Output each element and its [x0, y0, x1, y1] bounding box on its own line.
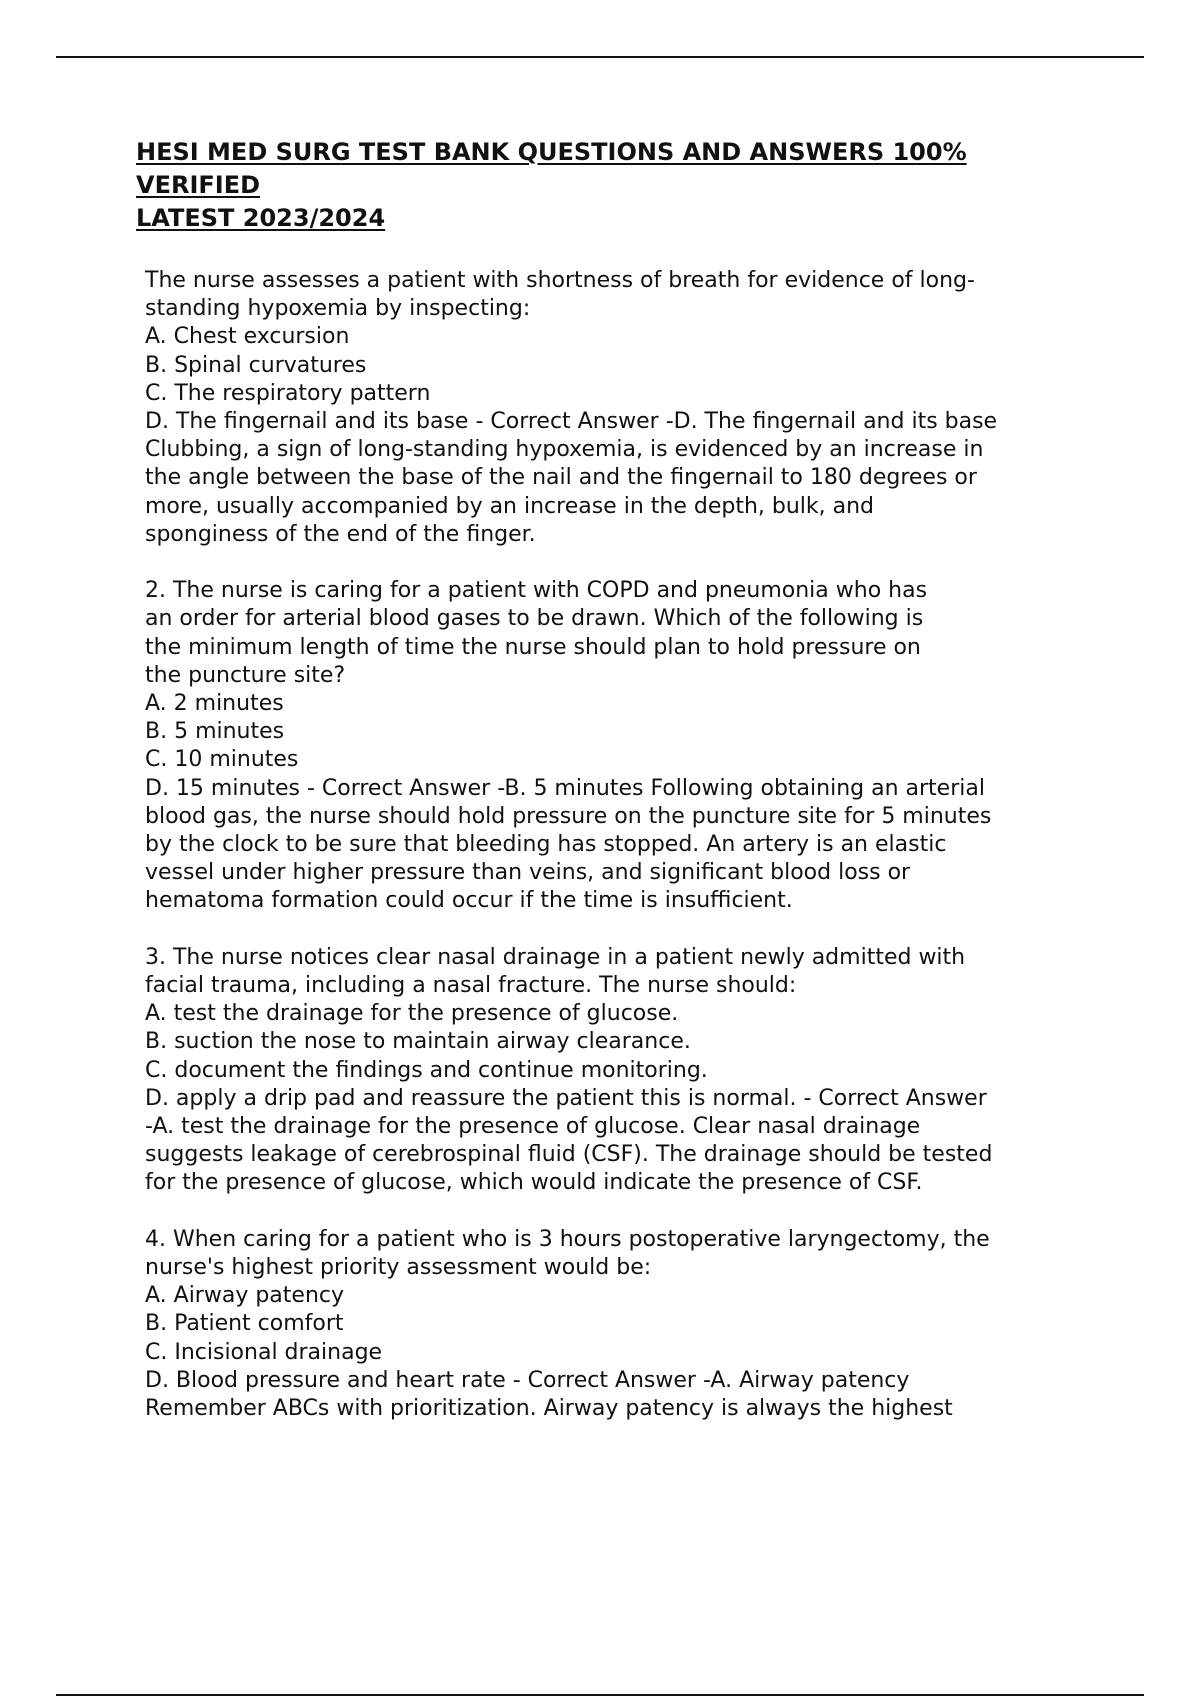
option-d-with-answer: D. The fingernail and its base - Correct Answer -D. The fingernail and its base [145, 409, 998, 435]
document-title [136, 136, 1076, 235]
text-line: 4. When caring for a patient who is 3 hours postoperative laryngectomy, the [145, 1226, 990, 1252]
text-line: 3. The nurse notices clear nasal drainage in a patient newly admitted with [145, 944, 966, 970]
option-b: B. Spinal curvatures [145, 352, 367, 378]
text-line: an order for arterial blood gases to be drawn. Which of the following is [145, 606, 924, 632]
rationale-line: suggests leakage of cerebrospinal fluid (CSF). The drainage should be tested [145, 1142, 993, 1168]
option-b: B. suction the nose to maintain airway clearance. [145, 1029, 691, 1055]
title-line: LATEST 2023/2024 [136, 204, 386, 232]
text-line: the minimum length of time the nurse should plan to hold pressure on [145, 634, 921, 660]
rationale-line: -A. test the drainage for the presence of glucose. Clear nasal drainage [145, 1114, 921, 1140]
option-d-with-answer: D. 15 minutes - Correct Answer -B. 5 minutes Following obtaining an arterial [145, 775, 985, 801]
bottom-rule [56, 1694, 1144, 1696]
option-c: C. 10 minutes [145, 747, 299, 773]
top-rule [56, 56, 1144, 58]
option-b: B. 5 minutes [145, 719, 285, 745]
document-body [145, 267, 1145, 1451]
rationale-line: the angle between the base of the nail and the fingernail to 180 degrees or [145, 465, 977, 491]
text-line: The nurse assesses a patient with shortness of breath for evidence of long- [145, 268, 975, 293]
option-d-with-answer: D. apply a drip pad and reassure the patient this is normal. - Correct Answer [145, 1085, 987, 1111]
rationale-line: more, usually accompanied by an increase in the depth, bulk, and [145, 493, 875, 519]
text-line: standing hypoxemia by inspecting: [145, 296, 531, 322]
option-c: C. document the findings and continue monitoring. [145, 1057, 708, 1083]
option-a: A. Airway patency [145, 1283, 345, 1309]
rationale-line: Remember ABCs with prioritization. Airway patency is always the highest [145, 1396, 953, 1422]
question-1 [145, 267, 1145, 549]
option-d-with-answer: D. Blood pressure and heart rate - Correct Answer -A. Airway patency [145, 1367, 910, 1393]
rationale-line: hematoma formation could occur if the time is insufficient. [145, 888, 793, 914]
question-2 [145, 577, 1145, 915]
option-c: C. The respiratory pattern [145, 380, 431, 406]
question-3 [145, 944, 1145, 1198]
option-a: A. Chest excursion [145, 324, 350, 350]
text-line: nurse's highest priority assessment would be: [145, 1255, 652, 1281]
rationale-line: blood gas, the nurse should hold pressure on the puncture site for 5 minutes [145, 803, 992, 829]
rationale-line: for the presence of glucose, which would indicate the presence of CSF. [145, 1170, 923, 1196]
option-a: A. 2 minutes [145, 691, 284, 717]
title-line: HESI MED SURG TEST BANK QUESTIONS AND ANSWERS 100% VERIFIED [136, 138, 967, 199]
option-a: A. test the drainage for the presence of glucose. [145, 1001, 679, 1027]
text-line: the puncture site? [145, 662, 346, 688]
option-b: B. Patient comfort [145, 1311, 344, 1337]
rationale-line: by the clock to be sure that bleeding has stopped. An artery is an elastic [145, 832, 947, 858]
rationale-line: vessel under higher pressure than veins, and significant blood loss or [145, 860, 911, 886]
rationale-line: sponginess of the end of the finger. [145, 521, 536, 547]
text-line: 2. The nurse is caring for a patient with COPD and pneumonia who has [145, 578, 928, 604]
text-line: facial trauma, including a nasal fracture. The nurse should: [145, 973, 797, 999]
question-4 [145, 1226, 1145, 1423]
rationale-line: Clubbing, a sign of long-standing hypoxemia, is evidenced by an increase in [145, 437, 984, 463]
option-c: C. Incisional drainage [145, 1339, 383, 1365]
